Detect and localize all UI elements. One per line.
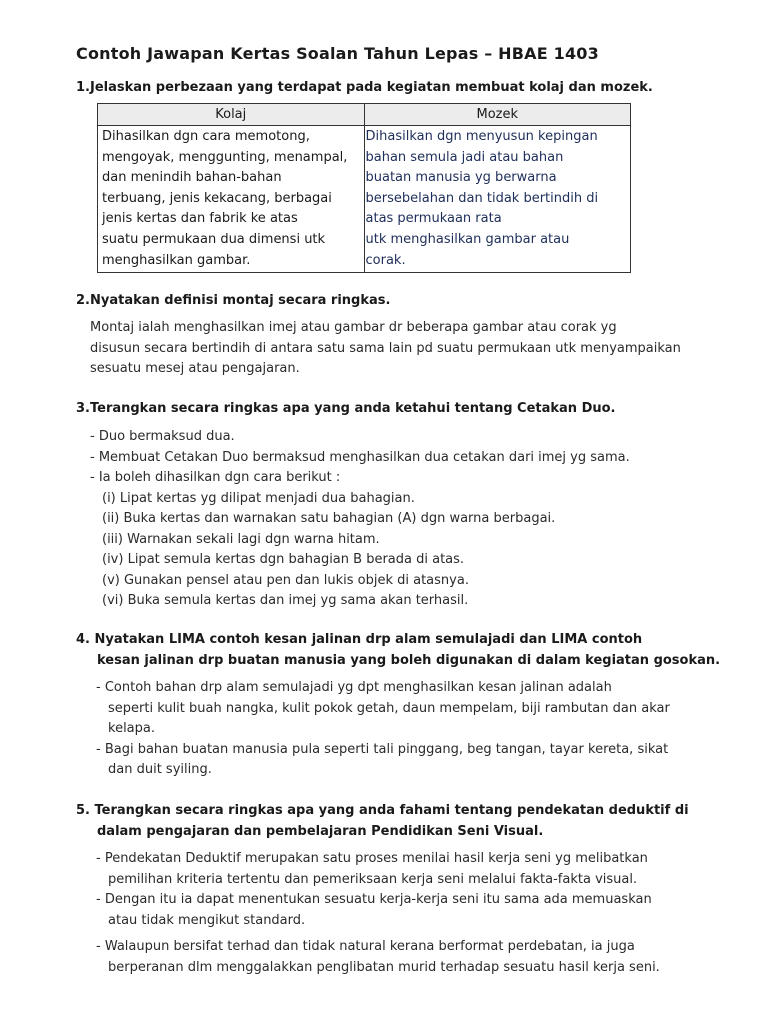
answer-line: sesuatu mesej atau pengajaran. (90, 361, 300, 376)
answer-5 (96, 849, 660, 978)
answer-step: (iv) Lipat semula kertas dgn bahagian B berada di atas. (102, 552, 465, 567)
question-2: 2.Nyatakan definisi montaj secara ringkas. (76, 293, 391, 308)
mozek-line: buatan manusia yg berwarna (365, 170, 557, 186)
table-header-kolaj: Kolaj (98, 104, 365, 126)
answer-line: - Membuat Cetakan Duo bermaksud menghasilkan dua cetakan dari imej yg sama. (90, 449, 630, 465)
mozek-cell (364, 126, 631, 273)
answer-line: dan duit syiling. (108, 762, 212, 777)
kolaj-line: dan menindih bahan-bahan (102, 170, 282, 186)
answer-4 (96, 678, 670, 781)
kolaj-line: terbuang, jenis kekacang, berbagai (102, 190, 332, 206)
question-4 (76, 629, 720, 671)
answer-step: (vi) Buka semula kertas dan imej yg sama akan terhasil. (102, 593, 469, 608)
mozek-line: atas permukaan rata (365, 211, 502, 227)
mozek-line: utk menghasilkan gambar atau (365, 231, 570, 247)
answer-line: - Pendekatan Deduktif merupakan satu proses menilai hasil kerja seni yg melibatkan (96, 851, 648, 866)
answer-line: - Contoh bahan drp alam semulajadi yg dpt menghasilkan kesan jalinan adalah (96, 680, 612, 695)
answer-step: (ii) Buka kertas dan warnakan satu bahagian (A) dgn warna berbagai. (102, 511, 556, 526)
mozek-line: bahan semula jadi atau bahan (365, 149, 564, 165)
question-4-line: 4. Nyatakan LIMA contoh kesan jalinan drp alam semulajadi dan LIMA contoh (76, 632, 643, 647)
answer-line: - Duo bermaksud dua. (90, 429, 235, 444)
table-header-mozek: Mozek (364, 104, 631, 126)
page-title: Contoh Jawapan Kertas Soalan Tahun Lepas – HBAE 1403 (76, 44, 599, 63)
kolaj-line: mengoyak, menggunting, menampal, (102, 149, 348, 165)
question-5-line: dalam pengajaran dan pembelajaran Pendidikan Seni Visual. (97, 824, 544, 839)
kolaj-line: suatu permukaan dua dimensi utk (102, 231, 326, 247)
answer-line: seperti kulit buah nangka, kulit pokok getah, daun mempelam, biji rambutan dan akar (108, 700, 670, 716)
mozek-line: bersebelahan dan tidak bertindih di (365, 190, 599, 206)
answer-step: (v) Gunakan pensel atau pen dan lukis objek di atasnya. (102, 572, 469, 588)
answer-step: (iii) Warnakan sekali lagi dgn warna hitam. (102, 531, 380, 547)
answer-line: - Walaupun bersifat terhad dan tidak natural kerana berformat perdebatan, ia juga (96, 939, 635, 954)
question-4-line: kesan jalinan drp buatan manusia yang boleh digunakan di dalam kegiatan gosokan. (97, 653, 721, 668)
kolaj-cell (98, 126, 365, 273)
answer-step: (i) Lipat kertas yg dilipat menjadi dua bahagian. (102, 490, 415, 506)
mozek-line: corak. (365, 252, 406, 268)
answer-line: berperanan dlm menggalakkan penglibatan murid terhadap sesuatu hasil kerja seni. (108, 959, 660, 975)
kolaj-line: Dihasilkan dgn cara memotong, (102, 129, 310, 144)
answer-line: Montaj ialah menghasilkan imej atau gambar dr beberapa gambar atau corak yg (90, 320, 617, 335)
answer-line: pemilihan kriteria tertentu dan pemeriksaan kerja seni melalui fakta-fakta visual. (108, 871, 638, 887)
answer-2 (90, 318, 681, 380)
mozek-line: Dihasilkan dgn menyusun kepingan (365, 129, 598, 144)
question-5-line: 5. Terangkan secara ringkas apa yang anda fahami tentang pendekatan deduktif di (76, 803, 689, 818)
question-5 (76, 800, 689, 842)
kolaj-line: menghasilkan gambar. (102, 252, 251, 268)
question-3: 3.Terangkan secara ringkas apa yang anda ketahui tentang Cetakan Duo. (76, 401, 616, 416)
answer-line: - Ia boleh dihasilkan dgn cara berikut : (90, 470, 341, 485)
answer-line: disusun secara bertindih di antara satu sama lain pd suatu permukaan utk menyampaikan (90, 340, 681, 356)
answer-line: - Dengan itu ia dapat menentukan sesuatu kerja-kerja seni itu sama ada memuaskan (96, 892, 652, 907)
question-1: 1.Jelaskan perbezaan yang terdapat pada kegiatan membuat kolaj dan mozek. (76, 80, 653, 95)
kolaj-line: jenis kertas dan fabrik ke atas (102, 211, 298, 227)
answer-line: - Bagi bahan buatan manusia pula seperti tali pinggang, beg tangan, tayar kereta, sikat (96, 741, 669, 757)
answer-line: kelapa. (108, 721, 155, 736)
comparison-table (97, 103, 631, 273)
answer-3 (90, 427, 630, 612)
answer-line: atau tidak mengikut standard. (108, 912, 306, 928)
